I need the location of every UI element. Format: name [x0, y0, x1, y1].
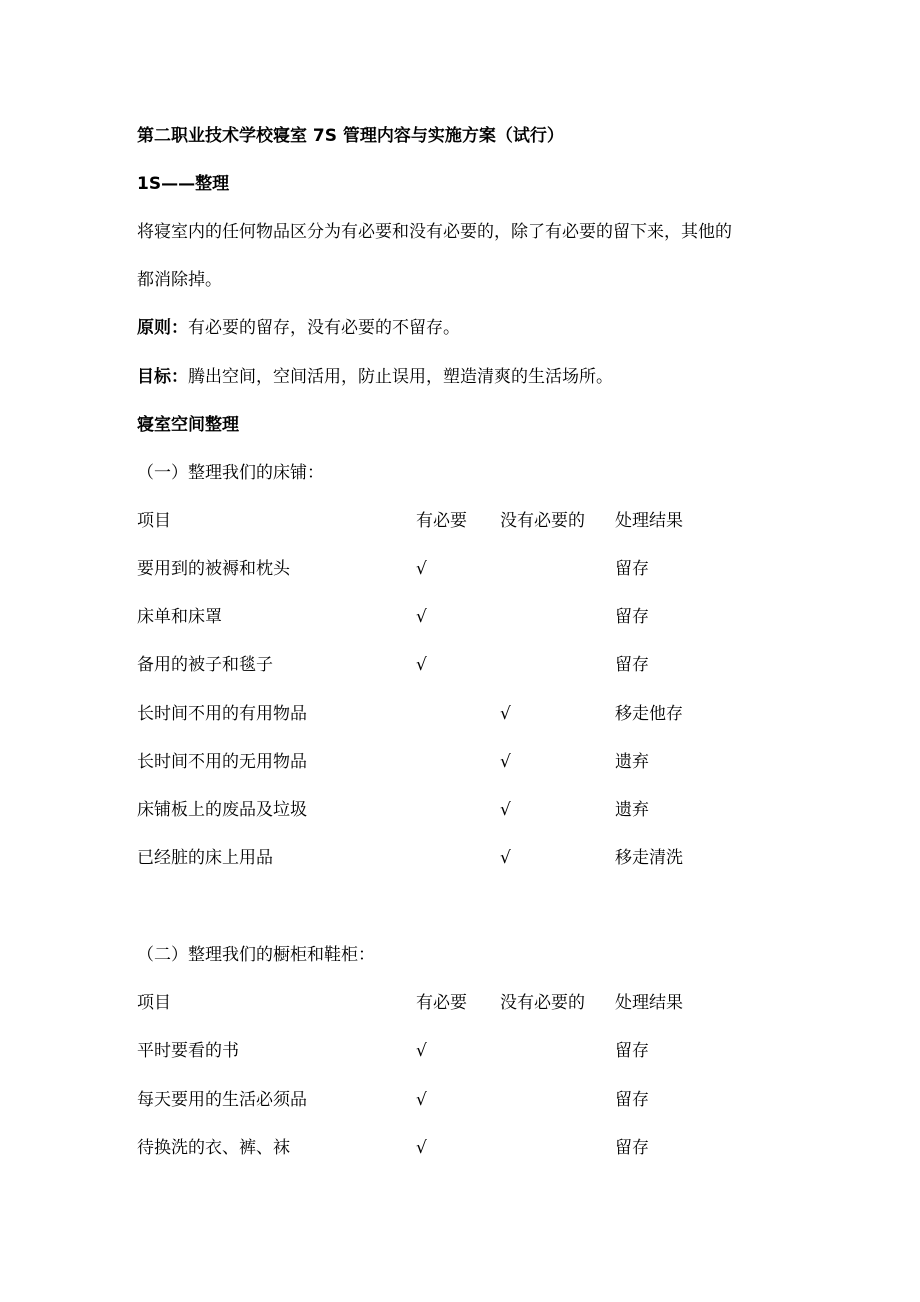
row-result: 留存: [615, 607, 649, 627]
table1-header-necessary: 有必要: [416, 511, 467, 531]
row-result: 留存: [615, 1090, 649, 1110]
row-item: 床单和床罩: [137, 607, 222, 627]
row-item: 待换洗的衣、裤、袜: [137, 1138, 290, 1158]
section-heading: 1S——整理: [137, 174, 230, 194]
table-row: [0, 750, 920, 774]
table1-header-unnecessary: 没有必要的: [500, 511, 585, 531]
table1-caption: （一）整理我们的床铺：: [137, 463, 324, 483]
table-row: [0, 557, 920, 581]
table2-header-row: [0, 991, 920, 1015]
table-row: [0, 702, 920, 726]
row-necessary-check: √: [416, 1041, 427, 1061]
table2-caption: （二）整理我们的橱柜和鞋柜：: [137, 945, 375, 965]
row-result: 遗弃: [615, 752, 649, 772]
row-item: 床铺板上的废品及垃圾: [137, 800, 307, 820]
subsection-heading: 寝室空间整理: [137, 415, 239, 435]
row-unnecessary-check: √: [500, 704, 511, 724]
row-unnecessary-check: √: [500, 752, 511, 772]
goal-text: 腾出空间，空间活用，防止误用，塑造清爽的生活场所。: [188, 367, 613, 387]
table1-header-item: 项目: [137, 511, 171, 531]
row-necessary-check: √: [416, 655, 427, 675]
row-unnecessary-check: √: [500, 848, 511, 868]
goal-label: 目标：: [137, 367, 188, 387]
row-result: 移走他存: [615, 704, 683, 724]
principle-line: [137, 316, 460, 340]
row-item: 长时间不用的无用物品: [137, 752, 307, 772]
table-row: [0, 1088, 920, 1112]
row-unnecessary-check: √: [500, 800, 511, 820]
table2-header-result: 处理结果: [615, 993, 683, 1013]
intro-paragraph-line1: 将寝室内的任何物品区分为有必要和没有必要的，除了有必要的留下来，其他的: [137, 222, 732, 242]
row-item: 要用到的被褥和枕头: [137, 559, 290, 579]
goal-line: [137, 365, 613, 389]
intro-paragraph-line2: 都消除掉。: [137, 270, 222, 290]
row-item: 平时要看的书: [137, 1041, 239, 1061]
table-row: [0, 798, 920, 822]
row-result: 留存: [615, 559, 649, 579]
table1-header-row: [0, 509, 920, 533]
row-item: 备用的被子和毯子: [137, 655, 273, 675]
table-row: [0, 1136, 920, 1160]
table2-header-necessary: 有必要: [416, 993, 467, 1013]
table2-header-item: 项目: [137, 993, 171, 1013]
document-title: 第二职业技术学校寝室 7S 管理内容与实施方案（试行）: [137, 126, 564, 146]
table-row: [0, 846, 920, 870]
row-item: 已经脏的床上用品: [137, 848, 273, 868]
row-necessary-check: √: [416, 1090, 427, 1110]
row-item: 长时间不用的有用物品: [137, 704, 307, 724]
table-row: [0, 653, 920, 677]
row-result: 留存: [615, 655, 649, 675]
table1-header-result: 处理结果: [615, 511, 683, 531]
table2-header-unnecessary: 没有必要的: [500, 993, 585, 1013]
row-result: 移走清洗: [615, 848, 683, 868]
row-necessary-check: √: [416, 607, 427, 627]
table-row: [0, 605, 920, 629]
row-result: 留存: [615, 1138, 649, 1158]
table-row: [0, 1039, 920, 1063]
row-item: 每天要用的生活必须品: [137, 1090, 307, 1110]
row-necessary-check: √: [416, 1138, 427, 1158]
row-result: 遗弃: [615, 800, 649, 820]
row-necessary-check: √: [416, 559, 427, 579]
row-result: 留存: [615, 1041, 649, 1061]
principle-label: 原则：: [137, 318, 188, 338]
principle-text: 有必要的留存，没有必要的不留存。: [188, 318, 460, 338]
